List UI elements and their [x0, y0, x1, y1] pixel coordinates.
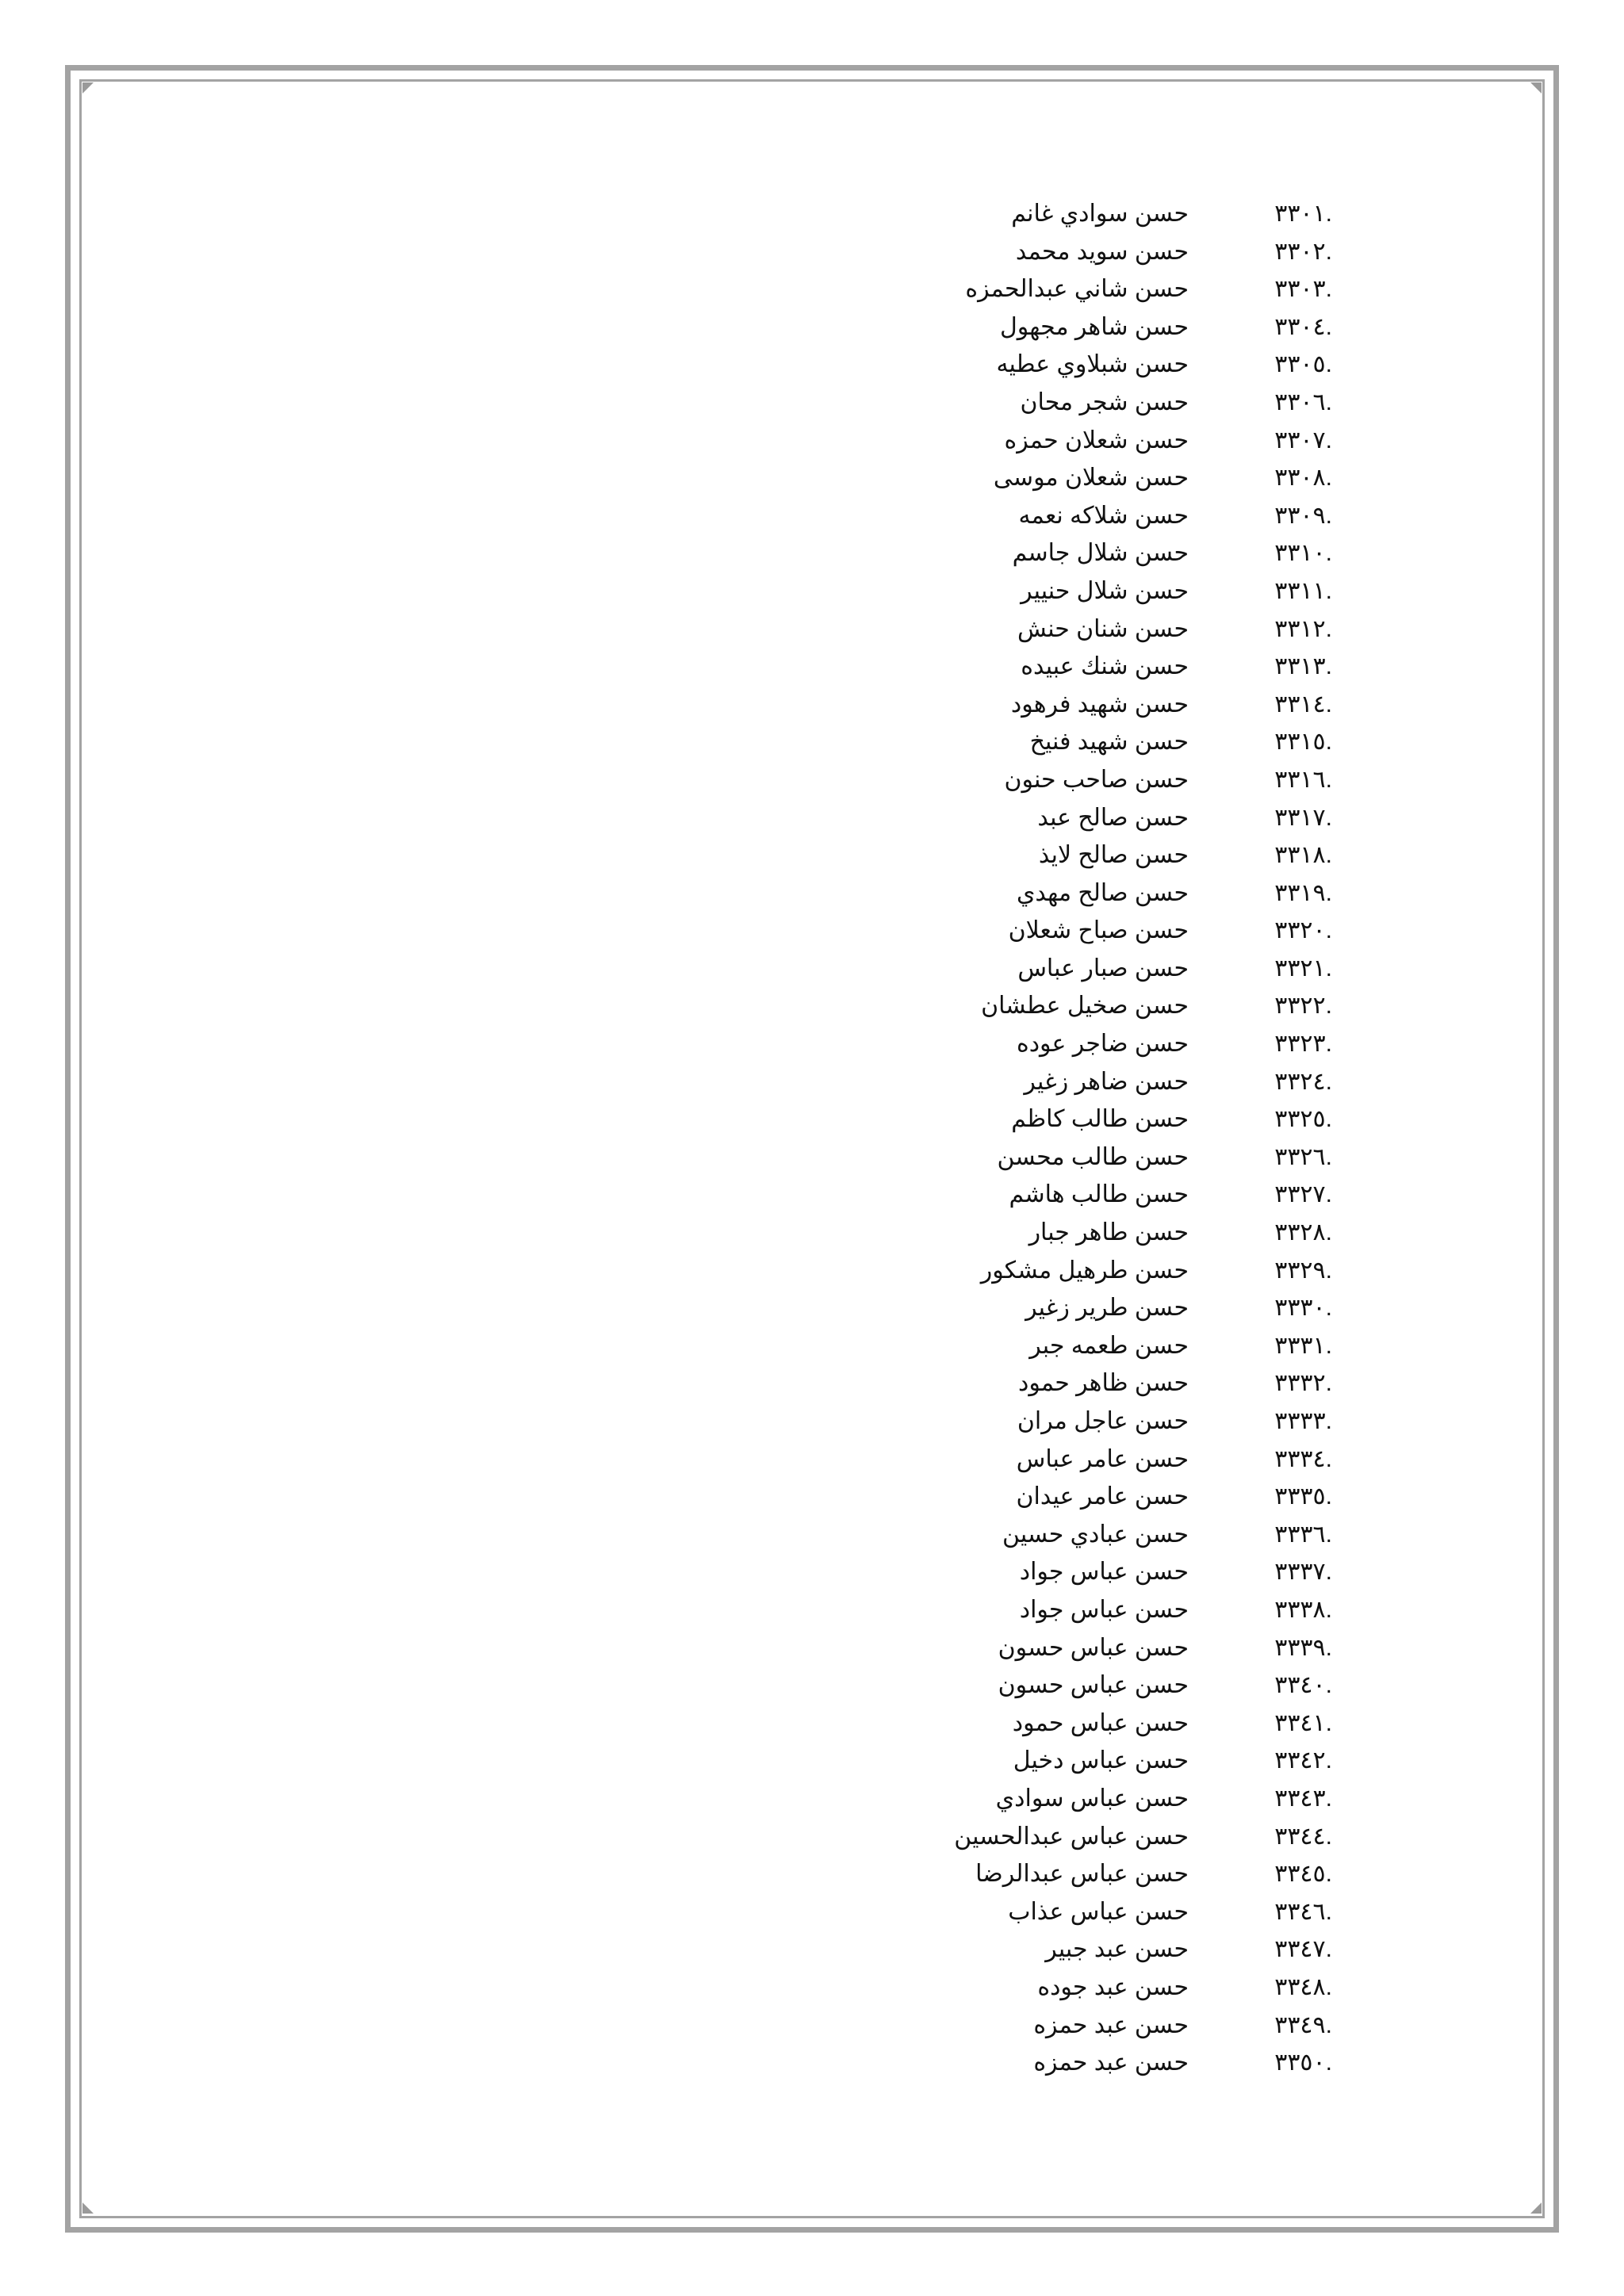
- entry-name: حسن عباس عبدالرضا: [975, 1861, 1189, 1888]
- list-item: [0, 1364, 1624, 1402]
- entry-name: حسن عاجل مران: [1017, 1408, 1189, 1434]
- names-list: [0, 195, 1624, 2082]
- entry-number: .٣٣٢٨: [1274, 1219, 1332, 1246]
- entry-name: حسن صاحب حنون: [1004, 766, 1189, 793]
- entry-name: حسن شلال حنيير: [1021, 577, 1189, 604]
- corner-ornament-bottom-right: [1530, 2202, 1542, 2214]
- list-item: [0, 1478, 1624, 1516]
- entry-number: .٣٣١٨: [1274, 842, 1332, 869]
- entry-number: .٣٣٢٢: [1274, 993, 1332, 1020]
- list-item: [0, 459, 1624, 497]
- entry-number: .٣٣٣٢: [1274, 1370, 1332, 1397]
- entry-number: .٣٣٣٩: [1274, 1634, 1332, 1661]
- list-item: [0, 1100, 1624, 1138]
- entry-name: حسن شهيد فرهود: [1010, 691, 1189, 718]
- entry-name: حسن شعلان حمزه: [1004, 427, 1189, 453]
- entry-number: .٣٣٠٨: [1274, 465, 1332, 492]
- entry-number: .٣٣٤٩: [1274, 2011, 1332, 2038]
- entry-name: حسن عباس عذاب: [1008, 1898, 1189, 1925]
- entry-name: حسن شنك عبيده: [1021, 653, 1189, 680]
- list-item: [0, 422, 1624, 460]
- entry-number: .٣٣٠٢: [1274, 238, 1332, 265]
- entry-name: حسن طالب هاشم: [1009, 1181, 1189, 1208]
- list-item: [0, 799, 1624, 837]
- entry-name: حسن شاني عبدالحمزه: [965, 276, 1189, 303]
- entry-number: .٣٣٠٧: [1274, 427, 1332, 453]
- entry-number: .٣٣٤١: [1274, 1709, 1332, 1736]
- list-item: [0, 1176, 1624, 1214]
- entry-number: .٣٣٣٦: [1274, 1521, 1332, 1548]
- entry-name: حسن عبادي حسين: [1002, 1521, 1189, 1548]
- entry-number: .٣٣٤٦: [1274, 1898, 1332, 1925]
- entry-number: .٣٣٠٥: [1274, 351, 1332, 378]
- list-item: [0, 2044, 1624, 2082]
- list-item: [0, 1931, 1624, 1969]
- entry-number: .٣٣١٣: [1274, 653, 1332, 680]
- entry-number: .٣٣٢٤: [1274, 1068, 1332, 1095]
- list-item: [0, 1252, 1624, 1290]
- entry-name: حسن صخيل عطشان: [981, 993, 1189, 1020]
- corner-ornament-top-right: [1530, 82, 1542, 94]
- entry-number: .٣٣٣١: [1274, 1332, 1332, 1359]
- entry-number: .٣٣٤٤: [1274, 1823, 1332, 1850]
- entry-name: حسن ضاهر زغير: [1024, 1068, 1189, 1095]
- entry-name: حسن عبد حمزه: [1033, 2011, 1189, 2038]
- list-item: [0, 1025, 1624, 1063]
- list-item: [0, 723, 1624, 761]
- entry-name: حسن شلال جاسم: [1012, 540, 1189, 567]
- list-item: [0, 1327, 1624, 1365]
- list-item: [0, 1402, 1624, 1441]
- entry-number: .٣٣٢٥: [1274, 1106, 1332, 1133]
- entry-name: حسن شلاكه نعمه: [1018, 502, 1189, 529]
- entry-name: حسن عباس دخيل: [1013, 1747, 1189, 1774]
- entry-number: .٣٣٠٣: [1274, 276, 1332, 303]
- entry-name: حسن طالب كاظم: [1011, 1106, 1189, 1133]
- list-item: [0, 1818, 1624, 1856]
- entry-number: .٣٣٣٥: [1274, 1483, 1332, 1510]
- entry-name: حسن ضاجر عوده: [1016, 1031, 1189, 1058]
- entry-number: .٣٣٢١: [1274, 955, 1332, 982]
- entry-number: .٣٣٣٣: [1274, 1408, 1332, 1434]
- list-item: [0, 2007, 1624, 2045]
- entry-number: .٣٣٤٧: [1274, 1936, 1332, 1963]
- list-item: [0, 1214, 1624, 1252]
- entry-name: حسن صبار عباس: [1017, 955, 1189, 982]
- entry-number: .٣٣٥٠: [1274, 2049, 1332, 2076]
- entry-number: .٣٣٢٧: [1274, 1181, 1332, 1208]
- entry-number: .٣٣١٩: [1274, 879, 1332, 906]
- entry-number: .٣٣٣٤: [1274, 1445, 1332, 1472]
- entry-name: حسن شعلان موسى: [993, 465, 1189, 492]
- entry-number: .٣٣١٤: [1274, 691, 1332, 718]
- list-item: [0, 912, 1624, 950]
- entry-name: حسن عامر عيدان: [1016, 1483, 1189, 1510]
- list-item: [0, 195, 1624, 233]
- list-item: [0, 1289, 1624, 1327]
- entry-number: .٣٣٢٩: [1274, 1257, 1332, 1284]
- list-item: [0, 233, 1624, 271]
- entry-name: حسن عبد جوده: [1037, 1973, 1189, 2000]
- list-item: [0, 761, 1624, 799]
- entry-number: .٣٣٤٠: [1274, 1672, 1332, 1699]
- entry-name: حسن عباس حمود: [1012, 1709, 1189, 1736]
- entry-name: حسن عبد جبير: [1045, 1936, 1189, 1963]
- entry-number: .٣٣١٦: [1274, 766, 1332, 793]
- entry-name: حسن عباس عبدالحسين: [954, 1823, 1189, 1850]
- list-item: [0, 1441, 1624, 1479]
- list-item: [0, 1780, 1624, 1818]
- list-item: [0, 270, 1624, 308]
- entry-name: حسن سويد محمد: [1015, 238, 1189, 265]
- list-item: [0, 648, 1624, 686]
- entry-name: حسن صالح لايذ: [1038, 842, 1189, 869]
- entry-name: حسن عبد حمزه: [1033, 2049, 1189, 2076]
- entry-number: .٣٣٣٧: [1274, 1559, 1332, 1586]
- entry-name: حسن طالب محسن: [997, 1143, 1189, 1170]
- entry-name: حسن طعمه جبر: [1029, 1332, 1189, 1359]
- entry-number: .٣٣١٠: [1274, 540, 1332, 567]
- corner-ornament-bottom-left: [82, 2202, 94, 2214]
- list-item: [0, 1063, 1624, 1101]
- entry-number: .٣٣٠٦: [1274, 388, 1332, 415]
- entry-number: .٣٣٢٣: [1274, 1031, 1332, 1058]
- entry-name: حسن صباح شعلان: [1008, 917, 1189, 944]
- entry-name: حسن شبلاوي عطيه: [996, 351, 1189, 378]
- list-item: [0, 1893, 1624, 1931]
- list-item: [0, 610, 1624, 649]
- entry-number: .٣٣٠٤: [1274, 313, 1332, 340]
- list-item: [0, 534, 1624, 572]
- entry-name: حسن شجر محان: [1020, 388, 1189, 415]
- list-item: [0, 1591, 1624, 1629]
- entry-name: حسن طاهر جبار: [1028, 1219, 1189, 1246]
- list-item: [0, 836, 1624, 874]
- entry-number: .٣٣٣٠: [1274, 1295, 1332, 1322]
- list-item: [0, 1742, 1624, 1780]
- entry-name: حسن شاهر مجهول: [999, 313, 1189, 340]
- entry-number: .٣٣٢٠: [1274, 917, 1332, 944]
- entry-number: .٣٣١٥: [1274, 729, 1332, 756]
- entry-number: .٣٣٢٦: [1274, 1143, 1332, 1170]
- corner-ornament-top-left: [82, 82, 94, 94]
- list-item: [0, 1516, 1624, 1554]
- list-item: [0, 686, 1624, 724]
- list-item: [0, 874, 1624, 913]
- list-item: [0, 346, 1624, 384]
- entry-name: حسن عباس جواد: [1019, 1596, 1189, 1623]
- list-item: [0, 308, 1624, 346]
- entry-number: .٣٣٠١: [1274, 201, 1332, 227]
- list-item: [0, 950, 1624, 988]
- entry-name: حسن عباس سوادي: [995, 1785, 1189, 1812]
- list-item: [0, 1855, 1624, 1893]
- entry-name: حسن عباس جواد: [1019, 1559, 1189, 1586]
- entry-number: .٣٣٤٥: [1274, 1861, 1332, 1888]
- entry-number: .٣٣٤٣: [1274, 1785, 1332, 1812]
- list-item: [0, 987, 1624, 1025]
- list-item: [0, 1667, 1624, 1705]
- entry-name: حسن شهيد فنيخ: [1029, 729, 1189, 756]
- entry-number: .٣٣٤٨: [1274, 1973, 1332, 2000]
- entry-number: .٣٣٤٢: [1274, 1747, 1332, 1774]
- list-item: [0, 1969, 1624, 2007]
- entry-name: حسن صالح مهدي: [1016, 879, 1189, 906]
- entry-name: حسن عامر عباس: [1016, 1445, 1189, 1472]
- entry-number: .٣٣٠٩: [1274, 502, 1332, 529]
- list-item: [0, 1705, 1624, 1743]
- list-item: [0, 1553, 1624, 1591]
- entry-number: .٣٣١١: [1274, 577, 1332, 604]
- list-item: [0, 384, 1624, 422]
- entry-name: حسن سوادي غانم: [1011, 201, 1189, 227]
- entry-name: حسن صالح عبد: [1037, 804, 1189, 831]
- entry-number: .٣٣١٧: [1274, 804, 1332, 831]
- list-item: [0, 497, 1624, 535]
- entry-name: حسن شنان حنش: [1017, 615, 1189, 642]
- entry-name: حسن طرهيل مشكور: [980, 1257, 1189, 1284]
- entry-name: حسن عباس حسون: [998, 1672, 1189, 1699]
- entry-name: حسن ظاهر حمود: [1018, 1370, 1189, 1397]
- entry-name: حسن طرير زغير: [1025, 1295, 1189, 1322]
- entry-name: حسن عباس حسون: [998, 1634, 1189, 1661]
- list-item: [0, 1138, 1624, 1177]
- list-item: [0, 1629, 1624, 1667]
- list-item: [0, 572, 1624, 610]
- entry-number: .٣٣١٢: [1274, 615, 1332, 642]
- entry-number: .٣٣٣٨: [1274, 1596, 1332, 1623]
